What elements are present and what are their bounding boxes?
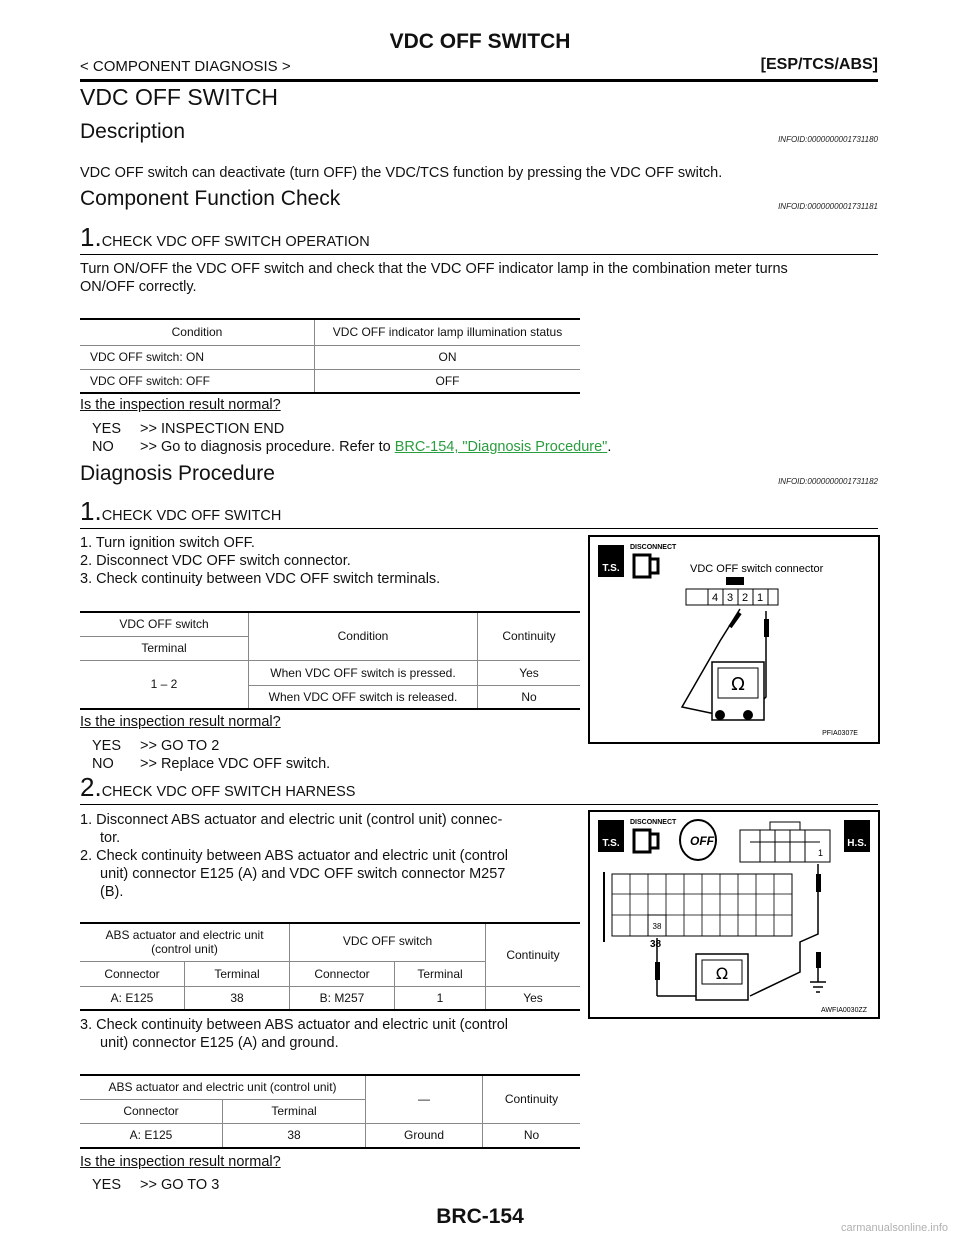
table-header: Connector xyxy=(290,961,395,986)
no-text: >> Replace VDC OFF switch. xyxy=(140,756,331,772)
table-cell: B: M257 xyxy=(290,986,395,1010)
probe-ground xyxy=(816,952,821,968)
text-line: unit) connector E125 (A) and VDC OFF switch connector M257 xyxy=(100,866,506,882)
no-end: . xyxy=(607,439,612,455)
table-cell: Yes xyxy=(486,986,581,1010)
table-header: ABS actuator and electric unit (control unit) xyxy=(80,1075,366,1099)
meter-terminal xyxy=(715,710,725,720)
step-title: CHECK VDC OFF SWITCH HARNESS xyxy=(101,784,356,800)
table-row xyxy=(80,660,580,685)
dp2-table-2 xyxy=(80,1074,580,1149)
ts-icon-label: T.S. xyxy=(602,563,620,574)
list-item: 3. Check continuity between VDC OFF switch terminals. xyxy=(80,571,441,587)
disconnect-label: DISCONNECT xyxy=(630,819,677,826)
step-rule xyxy=(80,254,878,255)
table-header: Condition xyxy=(80,319,315,345)
table-header: — xyxy=(366,1075,483,1123)
table-cell: No xyxy=(483,1123,581,1148)
disconnect-icon xyxy=(634,555,658,577)
header-rule xyxy=(80,79,878,82)
pin-label: 38 xyxy=(652,922,662,931)
list-item: 1. Turn ignition switch OFF. xyxy=(80,535,255,551)
text-line: (B). xyxy=(100,884,124,900)
table-cell: 1 – 2 xyxy=(80,660,249,709)
table-header: Condition xyxy=(249,612,478,660)
diagnosis-procedure-link[interactable]: BRC-154, "Diagnosis Procedure" xyxy=(394,439,608,455)
text-line: tor. xyxy=(100,830,121,846)
step-title: CHECK VDC OFF SWITCH xyxy=(101,508,282,524)
figure-harness-check xyxy=(588,810,880,1019)
pin-label: 3 xyxy=(726,592,734,604)
table-header: Terminal xyxy=(80,636,249,660)
table-header: VDC OFF indicator lamp illumination status xyxy=(315,319,581,345)
text-line: unit) connector E125 (A) and ground. xyxy=(100,1035,339,1051)
table-header: Terminal xyxy=(185,961,290,986)
table-cell: 38 xyxy=(185,986,290,1010)
pin-label: 1 xyxy=(756,592,764,604)
table-cell: Yes xyxy=(478,660,581,685)
description-text: VDC OFF switch can deactivate (turn OFF) the VDC/TCS function by pressing the VDC OFF switch. xyxy=(80,165,723,181)
dp2-yes xyxy=(92,1176,219,1194)
probe-right xyxy=(764,619,769,637)
step-number: 1. xyxy=(80,496,102,526)
connector-diagram xyxy=(590,537,878,742)
figure-code: AWFIA0030ZZ xyxy=(820,1007,868,1014)
pin-label: 1 xyxy=(818,848,824,858)
table-cell: A: E125 xyxy=(80,986,185,1010)
table-header: Terminal xyxy=(223,1099,366,1123)
table-header: Continuity xyxy=(483,1075,581,1123)
ts-icon-label: T.S. xyxy=(602,838,620,849)
table-row xyxy=(80,986,580,1010)
pin-label: 2 xyxy=(741,592,749,604)
fc-question: Is the inspection result normal? xyxy=(80,397,281,413)
list-item: 2. Disconnect VDC OFF switch connector. xyxy=(80,553,351,569)
table-row xyxy=(80,369,580,393)
yes-label: YES xyxy=(92,421,122,437)
connector-latch xyxy=(726,577,744,585)
dp2-item-1 xyxy=(80,811,502,847)
page-code: BRC-154 xyxy=(436,1205,524,1228)
step-title: CHECK VDC OFF SWITCH OPERATION xyxy=(101,234,370,250)
yes-label: YES xyxy=(92,1177,122,1193)
description-infoid: INFOID:0000000001731180 xyxy=(778,135,878,144)
table-cell: Ground xyxy=(366,1123,483,1148)
probe-left xyxy=(655,962,660,980)
table-cell: OFF xyxy=(315,369,581,393)
table-header: Terminal xyxy=(395,961,486,986)
diagnosis-heading: Diagnosis Procedure xyxy=(80,462,275,485)
yes-text: >> GO TO 3 xyxy=(140,1177,220,1193)
disconnect-label: DISCONNECT xyxy=(630,544,677,551)
hs-icon-label: H.S. xyxy=(847,838,867,849)
probe-right xyxy=(816,874,821,892)
dp2-table-1 xyxy=(80,922,580,1011)
breadcrumb: < COMPONENT DIAGNOSIS > xyxy=(80,58,291,75)
section-tag: [ESP/TCS/ABS] xyxy=(760,56,878,73)
pin-label: 4 xyxy=(711,592,719,604)
dp2-question: Is the inspection result normal? xyxy=(80,1154,281,1170)
figure-code: PFIA0307E xyxy=(822,730,858,737)
switch-connector-latch xyxy=(770,822,800,830)
table-cell: VDC OFF switch: OFF xyxy=(80,369,315,393)
connector-label: VDC OFF switch connector xyxy=(690,563,824,575)
table-cell: When VDC OFF switch is released. xyxy=(249,685,478,709)
step-number: 2. xyxy=(80,772,102,802)
probe-left xyxy=(730,613,740,627)
dp1-yes xyxy=(92,737,219,755)
text-line: ON/OFF correctly. xyxy=(80,279,197,295)
table-cell: ON xyxy=(315,345,581,369)
yes-text: >> GO TO 2 xyxy=(140,738,220,754)
yes-label: YES xyxy=(92,738,122,754)
figure-vdc-off-switch-connector xyxy=(588,535,880,744)
ohm-symbol: Ω xyxy=(715,964,729,983)
table-header: ABS actuator and electric unit (control unit) xyxy=(80,923,290,961)
disconnect-icon xyxy=(634,830,658,852)
table-cell: No xyxy=(478,685,581,709)
table-row xyxy=(80,345,580,369)
switch-connector xyxy=(740,830,830,862)
fc-table xyxy=(80,318,580,394)
fc-step-1-title xyxy=(80,222,370,253)
table-header: Connector xyxy=(80,1099,223,1123)
pin-callout: 38 xyxy=(650,939,662,950)
no-label: NO xyxy=(92,439,114,455)
table-row xyxy=(80,1123,580,1148)
main-heading: VDC OFF SWITCH xyxy=(80,84,279,110)
table-cell: 38 xyxy=(223,1123,366,1148)
step-rule xyxy=(80,528,878,529)
table-cell: VDC OFF switch: ON xyxy=(80,345,315,369)
dp-step-2-title xyxy=(80,772,355,803)
function-check-infoid: INFOID:0000000001731181 xyxy=(778,202,878,211)
table-cell: When VDC OFF switch is pressed. xyxy=(249,660,478,685)
meter-terminal xyxy=(743,710,753,720)
page-title: VDC OFF SWITCH xyxy=(389,30,571,53)
diagnosis-infoid: INFOID:0000000001731182 xyxy=(778,477,878,486)
table-header: VDC OFF switch xyxy=(80,612,249,636)
text-line: 2. Check continuity between ABS actuator and electric unit (control xyxy=(80,848,508,864)
dp-step-1-title xyxy=(80,496,281,527)
fc-no xyxy=(92,438,611,456)
text-line: Turn ON/OFF the VDC OFF switch and check that the VDC OFF indicator lamp in the combination meter turns xyxy=(80,261,788,277)
ohm-symbol: Ω xyxy=(731,674,745,695)
dp2-item-2 xyxy=(80,847,508,901)
step-rule xyxy=(80,804,878,805)
off-label: OFF xyxy=(690,834,714,848)
dp1-table xyxy=(80,611,580,710)
fc-yes xyxy=(92,420,284,438)
function-check-heading: Component Function Check xyxy=(80,187,341,210)
dp1-question: Is the inspection result normal? xyxy=(80,714,281,730)
table-header: Connector xyxy=(80,961,185,986)
step-number: 1. xyxy=(80,222,102,252)
fc-step-1-text xyxy=(80,260,788,296)
text-line: 1. Disconnect ABS actuator and electric unit (control unit) connec- xyxy=(80,812,503,828)
watermark: carmanualsonline.info xyxy=(840,1222,948,1234)
description-heading: Description xyxy=(80,120,186,143)
table-cell: A: E125 xyxy=(80,1123,223,1148)
table-header: VDC OFF switch xyxy=(290,923,486,961)
harness-diagram xyxy=(590,812,878,1017)
no-label: NO xyxy=(92,756,114,772)
dp1-no xyxy=(92,755,330,773)
text-line: 3. Check continuity between ABS actuator and electric unit (control xyxy=(80,1017,508,1033)
probe-lead-left xyxy=(657,938,697,996)
table-header: Continuity xyxy=(486,923,581,986)
table-cell: 1 xyxy=(395,986,486,1010)
dp2-item-3 xyxy=(80,1016,508,1052)
dp-step-1-items xyxy=(80,534,440,588)
table-header: Continuity xyxy=(478,612,581,660)
no-text: >> Go to diagnosis procedure. Refer to xyxy=(140,439,395,455)
yes-text: >> INSPECTION END xyxy=(140,421,285,437)
